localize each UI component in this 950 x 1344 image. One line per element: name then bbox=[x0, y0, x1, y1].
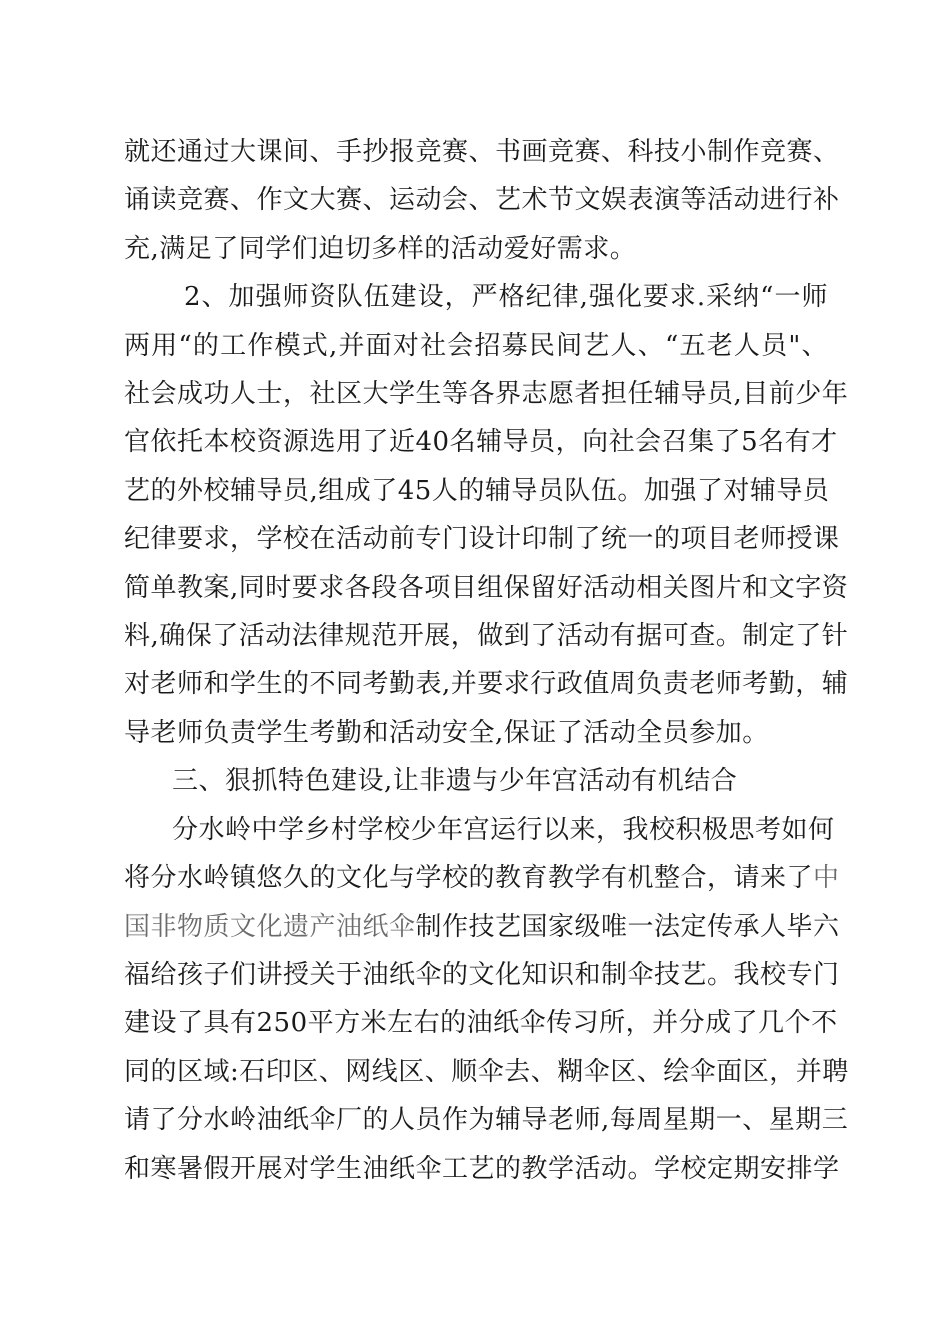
text-line: 对老师和学生的不同考勤表,并要求行政值周负责老师考勤，辅 bbox=[124, 669, 849, 700]
text-line: 2、加强师资队伍建设，严格纪律,强化要求.采纳“一师 bbox=[184, 282, 828, 313]
paragraph-2 bbox=[124, 273, 849, 757]
heading-line: 三、狠抓特色建设,让非遗与少年宫活动有机结合 bbox=[172, 766, 738, 797]
text-line: 简单教案,同时要求各段各项目组保留好活动相关图片和文字资 bbox=[124, 572, 849, 603]
text-line: 诵读竞赛、作文大赛、运动会、艺术节文娱表演等活动进行补 bbox=[124, 185, 840, 216]
section-heading bbox=[124, 757, 828, 805]
text-line: 充,满足了同学们迫切多样的活动爱好需求。 bbox=[124, 233, 637, 264]
text-line bbox=[124, 854, 840, 902]
text-line: 请了分水岭油纸伞厂的人员作为辅导老师,每周星期一、星期三 bbox=[124, 1105, 849, 1136]
text-segment: 制作技艺国家级唯一法定传承人毕六 bbox=[415, 911, 840, 942]
paragraph-1 bbox=[124, 128, 840, 273]
text-line: 纪律要求，学校在活动前专门设计印制了统一的项目老师授课 bbox=[124, 524, 840, 555]
paragraph-4 bbox=[124, 806, 849, 1193]
text-line: 官依托本校资源选用了近40名辅导员，向社会召集了5名有才 bbox=[124, 427, 838, 458]
text-line: 料,确保了活动法律规范开展，做到了活动有据可查。制定了针 bbox=[124, 621, 849, 652]
text-line: 分水岭中学乡村学校少年宫运行以来，我校积极思考如何 bbox=[172, 814, 835, 845]
highlighted-text: 国非物质文化遗产油纸伞 bbox=[124, 911, 416, 942]
text-line: 同的区域:石印区、网线区、顺伞去、糊伞区、绘伞面区，并聘 bbox=[124, 1056, 849, 1087]
text-line: 艺的外校辅导员,组成了45人的辅导员队伍。加强了对辅导员 bbox=[124, 475, 830, 506]
body-text bbox=[124, 128, 849, 1193]
text-line: 导老师负责学生考勤和活动安全,保证了活动全员参加。 bbox=[124, 717, 769, 748]
text-segment: 将分水岭镇悠久的文化与学校的教育教学有机整合，请来了 bbox=[124, 863, 814, 894]
text-line: 和寒暑假开展对学生油纸伞工艺的教学活动。学校定期安排学 bbox=[124, 1153, 840, 1184]
text-line bbox=[124, 903, 840, 951]
text-line: 两用“的工作模式,并面对社会招募民间艺人、“五老人员"、 bbox=[124, 330, 828, 361]
text-line: 福给孩子们讲授关于油纸伞的文化知识和制伞技艺。我校专门 bbox=[124, 959, 840, 990]
highlighted-text: 中 bbox=[813, 863, 840, 894]
text-line: 社会成功人士，社区大学生等各界志愿者担任辅导员,目前少年 bbox=[124, 379, 849, 410]
text-line: 就还通过大课间、手抄报竞赛、书画竞赛、科技小制作竞赛、 bbox=[124, 137, 840, 167]
text-line: 建设了具有250平方米左右的油纸伞传习所，并分成了几个不 bbox=[124, 1008, 838, 1039]
